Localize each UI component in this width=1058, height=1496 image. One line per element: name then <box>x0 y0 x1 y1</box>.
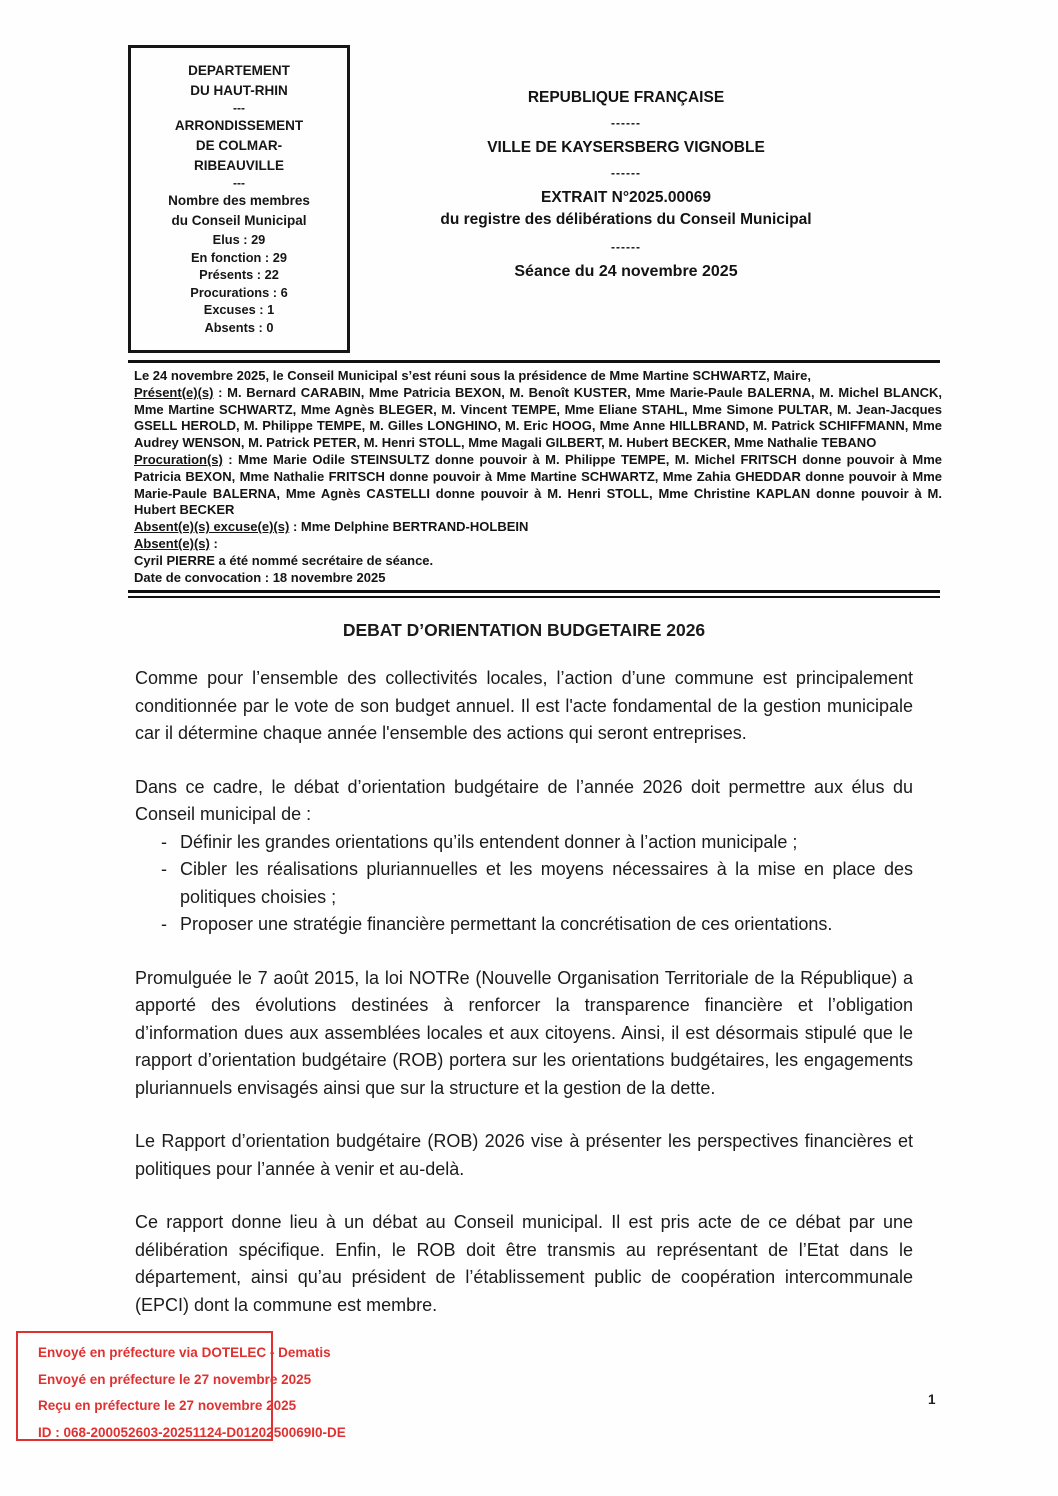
bullet-item <box>135 911 913 939</box>
session-date: Séance du 24 novembre 2025 <box>514 263 738 280</box>
separator-dashes: ------ <box>611 240 641 254</box>
present-label: Présent(e)(s) <box>134 384 214 400</box>
stat-en-fonction: En fonction : 29 <box>191 249 287 265</box>
arrondissement-line: DE COLMAR- <box>195 138 283 153</box>
attendance-block <box>134 368 942 586</box>
department-box <box>128 45 350 353</box>
city-title: VILLE DE KAYSERSBERG VIGNOBLE <box>487 139 765 156</box>
absent-excused-names: : Mme Delphine BERTRAND-HOLBEIN <box>289 519 529 535</box>
document-body <box>135 620 913 1345</box>
extract-subtitle: du registre des délibérations du Conseil Municipal <box>440 211 812 228</box>
paragraph-5: Ce rapport donne lieu à un débat au Conseil municipal. Il est pris acte de ce débat par une délibération spécifique. Enfin, le ROB doit être transmis au représentant de l’Etat dans le département, ainsi qu’au président de l’établissement public de coopération intercommunale (EPCI) dont la commune est membre. <box>135 1212 913 1315</box>
stat-absents: Absents : 0 <box>204 319 274 335</box>
page-number: 1 <box>928 1392 936 1407</box>
absent-excused-line <box>134 519 942 536</box>
procuration-label: Procuration(s) <box>134 451 223 467</box>
paragraph-3: Promulguée le 7 août 2015, la loi NOTRe (Nouvelle Organisation Territoriale de la République) a apporté des évolutions destinées à renforcer la transparence financière et l’obligation d’information dues aux assemblées locales et aux citoyens. Ainsi, il est désormais stipulé que le rapport d’orientation budgétaire (ROB) portera sur les orientations budgétaires, les engagements pluriannuels envisagés ainsi que sur la structure et la gestion de la dette. <box>135 967 913 1098</box>
bullet-text: Définir les grandes orientations qu’ils entendent donner à l’action municipale ; <box>180 831 798 852</box>
horizontal-double-rule <box>128 590 940 598</box>
stamp-line-id: ID : 068-200052603-20251124-D0120250069I0-DE <box>38 1424 346 1440</box>
present-names: : M. Bernard CARABIN, Mme Patricia BEXON, M. Benoît KUSTER, Mme Marie-Paule BALERNA, M. Michel BLANCK, Mme Martine SCHWARTZ, Mme Agnès BLEGER, M. Vincent TEMPE, Mme Eliane STAHL, Mme Simone PULTAR, M. Jean-Jacques GSELL HEROLD, M. Philippe TEMPE, M. Gilles LONGHINO, M. Eric HOOG, Mme Anne HILLBRAND, M. Patrick SCHIFFMANN, Mme Audrey WENSON, M. Patrick PETER, M. Henri STOLL, Mme Magali GILBERT, M. Hubert BECKER, Mme Nathalie TEBANO <box>134 384 942 451</box>
session-intro: Le 24 novembre 2025, le Conseil Municipal s’est réuni sous la présidence de Mme Martine SCHWARTZ, Maire, <box>134 368 811 383</box>
absent-line <box>134 536 942 553</box>
department-line: DEPARTEMENT <box>188 63 290 78</box>
bullet-item <box>135 829 913 857</box>
members-heading: Nombre des membres <box>168 193 310 208</box>
horizontal-rule <box>128 360 940 363</box>
bullet-dash: - <box>161 859 167 879</box>
procuration-list <box>134 452 942 519</box>
prefecture-stamp <box>16 1331 346 1441</box>
deliberation-title: DEBAT D’ORIENTATION BUDGETAIRE 2026 <box>342 620 706 640</box>
procuration-names: : Mme Marie Odile STEINSULTZ donne pouvoir à M. Philippe TEMPE, M. Michel FRITSCH donne pouvoir à Mme Patricia BEXON, Mme Nathalie FRITSCH donne pouvoir à Mme Martine SCHWARTZ, Mme Zahia GHEDDAR donne pouvoir à Mme Marie-Paule BALERNA, Mme Agnès CASTELLI donne pouvoir à M. Henri STOLL, Mme Christine KAPLAN donne pouvoir à M. Hubert BECKER <box>134 451 942 518</box>
absent-excused-label: Absent(e)(s) excuse(e)(s) <box>134 519 290 535</box>
present-list <box>134 385 942 452</box>
paragraph-1: Comme pour l’ensemble des collectivités locales, l’action d’une commune est principalement conditionnée par le vote de son budget annuel. Il est l'acte fondamental de la gestion municipale car il détermine chaque année l'ensemble des actions qui seront entreprises. <box>135 668 913 743</box>
separator-dashes: --- <box>233 101 245 115</box>
secretary-line: Cyril PIERRE a été nommé secrétaire de séance. <box>134 552 434 568</box>
extract-number: EXTRAIT N°2025.00069 <box>541 189 711 206</box>
paragraph-4: Le Rapport d’orientation budgétaire (ROB) 2026 vise à présenter les perspectives financières et politiques pour l’année à venir et au-delà. <box>135 1131 913 1179</box>
republic-title: REPUBLIQUE FRANÇAISE <box>527 89 725 106</box>
stamp-line-received-date: Reçu en préfecture le 27 novembre 2025 <box>38 1398 297 1413</box>
stat-excuses: Excuses : 1 <box>203 302 275 318</box>
stat-presents: Présents : 22 <box>199 267 279 283</box>
arrondissement-line: RIBEAUVILLE <box>193 158 284 173</box>
bullet-dash: - <box>161 831 167 852</box>
separator-dashes: ------ <box>611 166 641 180</box>
department-line: DU HAUT-RHIN <box>190 83 288 98</box>
bullet-item <box>135 856 913 911</box>
arrondissement-line: ARRONDISSEMENT <box>174 118 304 133</box>
absent-label: Absent(e)(s) <box>134 535 210 551</box>
separator-dashes: --- <box>233 176 245 190</box>
document-header <box>385 88 867 282</box>
bullet-list <box>135 829 913 939</box>
convocation-line: Date de convocation : 18 novembre 2025 <box>134 569 386 585</box>
stat-elus: Elus : 29 <box>212 232 266 247</box>
absent-names: : <box>209 535 218 551</box>
bullet-dash: - <box>161 914 167 934</box>
separator-dashes: ------ <box>611 116 641 130</box>
paragraph-2-intro: Dans ce cadre, le débat d’orientation budgétaire de l’année 2026 doit permettre aux élus du Conseil municipal de : <box>135 776 913 824</box>
bullet-text: Proposer une stratégie financière permettant la concrétisation de ces orientations. <box>180 914 833 934</box>
stamp-line-sent-date: Envoyé en préfecture le 27 novembre 2025 <box>38 1371 312 1387</box>
members-heading: du Conseil Municipal <box>171 213 307 228</box>
bullet-text: Cibler les réalisations pluriannuelles et les moyens nécessaires à la mise en place des politiques choisies ; <box>180 859 913 907</box>
stamp-line-sent-via: Envoyé en préfecture via DOTELEC - Dematis <box>38 1345 331 1360</box>
stat-procurations: Procurations : 6 <box>190 284 288 300</box>
